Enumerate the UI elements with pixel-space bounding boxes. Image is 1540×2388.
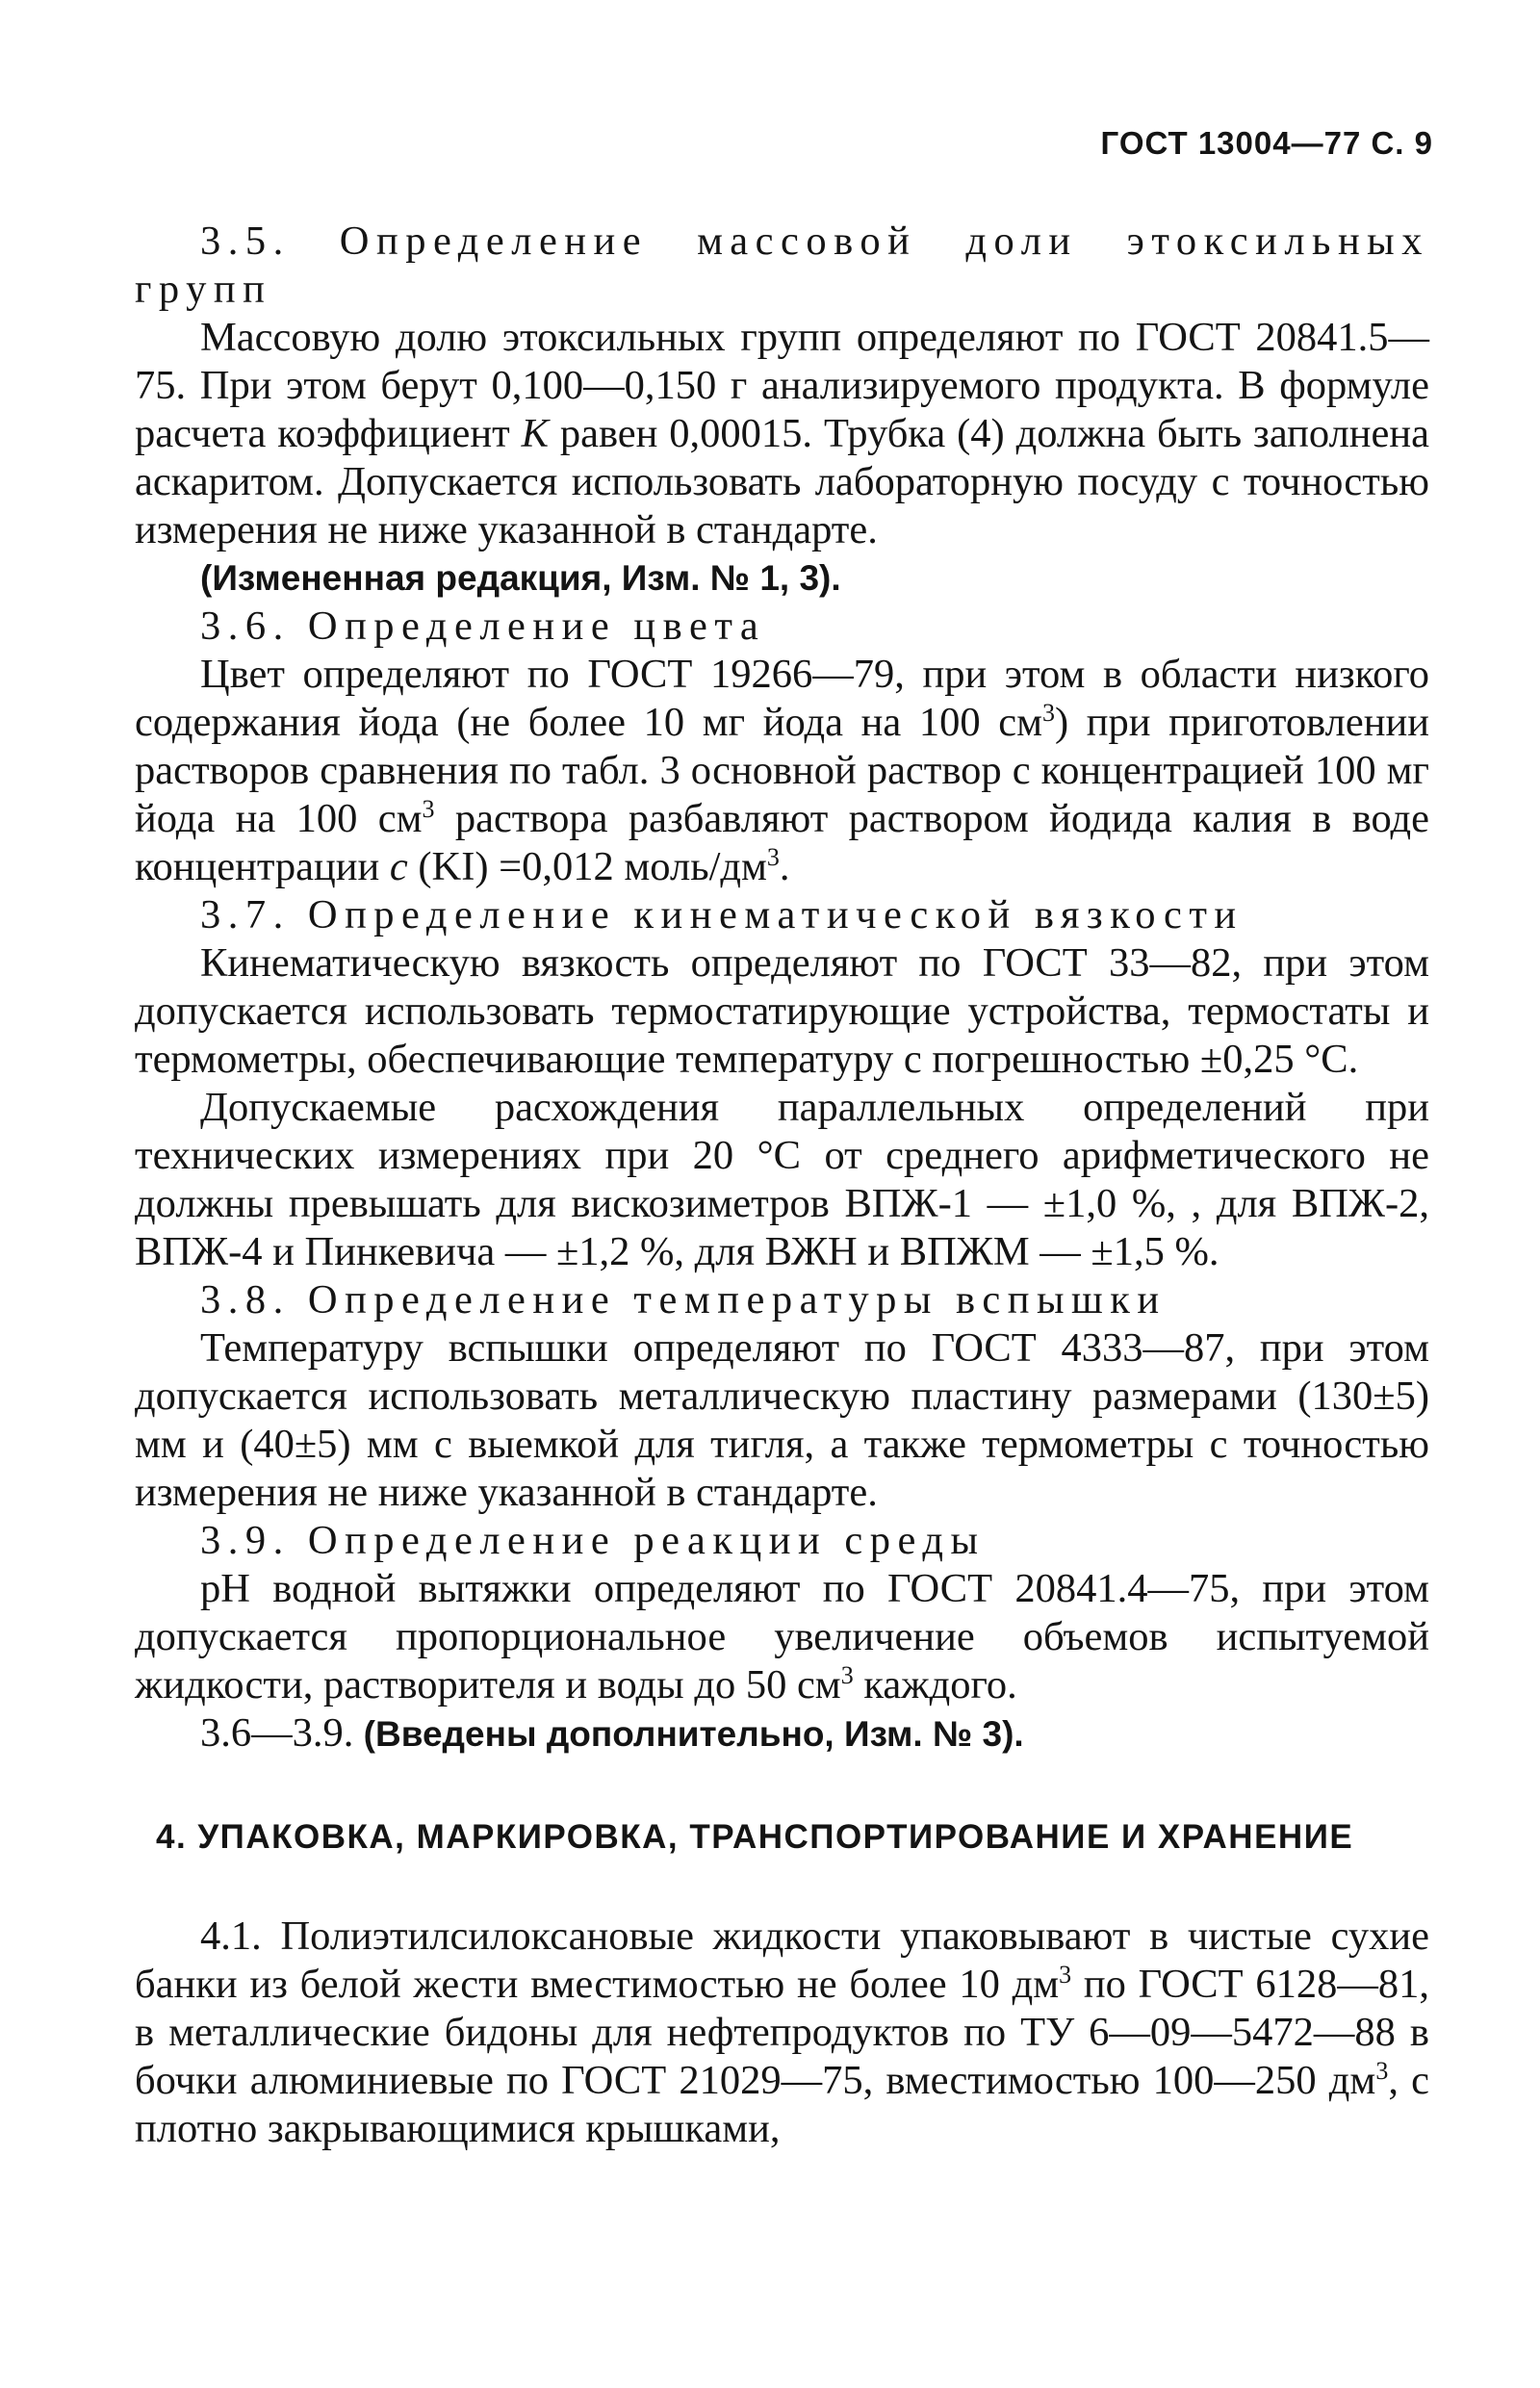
section-3-5-body: Массовую долю этоксильных групп определяют по ГОСТ 20841.5—75. При этом берут 0,100—0,150 г анализируемого продукта. В формуле расчета коэффициент К равен 0,00015. Трубка (4) должна быть заполнена аскаритом. Допускается использовать лабораторную посуду с точностью измерения не ниже указанной в стандарте. bbox=[135, 315, 1430, 552]
page-header: ГОСТ 13004—77 С. 9 bbox=[1100, 125, 1433, 161]
section-3-7-body-2: Допускаемые расхождения параллельных определений при технических измерениях при 20 °С от среднего арифметического не должны превышать для вискозиметров ВПЖ-1 — ±1,0 %, , для ВПЖ-2, ВПЖ-4 и Пинкевича — ±1,2 %, для ВЖН и ВПЖМ — ±1,5 %. bbox=[135, 1085, 1429, 1274]
section-3-7-title: 3.7. Определение кинематической вязкости bbox=[200, 892, 1244, 937]
section-3-8-title: 3.8. Определение температуры вспышки bbox=[200, 1277, 1167, 1322]
section-3-7-body: Кинематическую вязкость определяют по ГОСТ 33—82, при этом допускается использовать термостатирующие устройства, термостаты и термометры, обеспечивающие температуру с погрешностью ±0,25 °С. bbox=[135, 940, 1429, 1082]
section-3-6-title: 3.6. Определение цвета bbox=[200, 603, 766, 649]
section-3-9-title: 3.9. Определение реакции среды bbox=[200, 1518, 986, 1563]
section-4-heading: 4. УПАКОВКА, МАРКИРОВКА, ТРАНСПОРТИРОВАНИЕ И ХРАНЕНИЕ bbox=[156, 1818, 1354, 1856]
page-content bbox=[135, 125, 1433, 2153]
section-3-8-body: Температуру вспышки определяют по ГОСТ 4333—87, при этом допускается использовать металлическую пластину размерами (130±5) мм и (40±5) мм с выемкой для тигля, а также термометры с точностью измерения не ниже указанной в стандарте. bbox=[135, 1325, 1429, 1515]
section-3-5-title: 3.5. Определение массовой доли этоксильных групп bbox=[135, 218, 1429, 312]
amendment-note-2: 3.6—3.9. (Введены дополнительно, Изм. № 3). bbox=[200, 1710, 1024, 1756]
amendment-note-1: (Измененная редакция, Изм. № 1, 3). bbox=[200, 558, 841, 598]
section-3-6-body: Цвет определяют по ГОСТ 19266—79, при этом в области низкого содержания йода (не более 10 мг йода на 100 $см^3$) при приготовлении растворов сравнения по табл. 3 основной раствор с концентрацией 100 мг йода на 100 $см^3$ раствора разбавляют раствором йодида калия в воде концентрации с (KI) =0,012 моль/$дм^3$. bbox=[135, 652, 1429, 889]
section-3-9-body: рН водной вытяжки определяют по ГОСТ 20841.4—75, при этом допускается пропорциональное увеличение объемов испытуемой жидкости, растворителя и воды до 50 $см^3$ каждого. bbox=[135, 1566, 1429, 1708]
section-4-1-body: 4.1. Полиэтилсилоксановые жидкости упаковывают в чистые сухие банки из белой жести вместимостью не более 10 $дм^3$ по ГОСТ 6128—81, в металлические бидоны для нефтепродуктов по ТУ 6—09—5472—88 в бочки алюминиевые по ГОСТ 21029—75, вместимостью 100—250 $дм^3$, с плотно закрывающимися крышками, bbox=[135, 1913, 1429, 2151]
